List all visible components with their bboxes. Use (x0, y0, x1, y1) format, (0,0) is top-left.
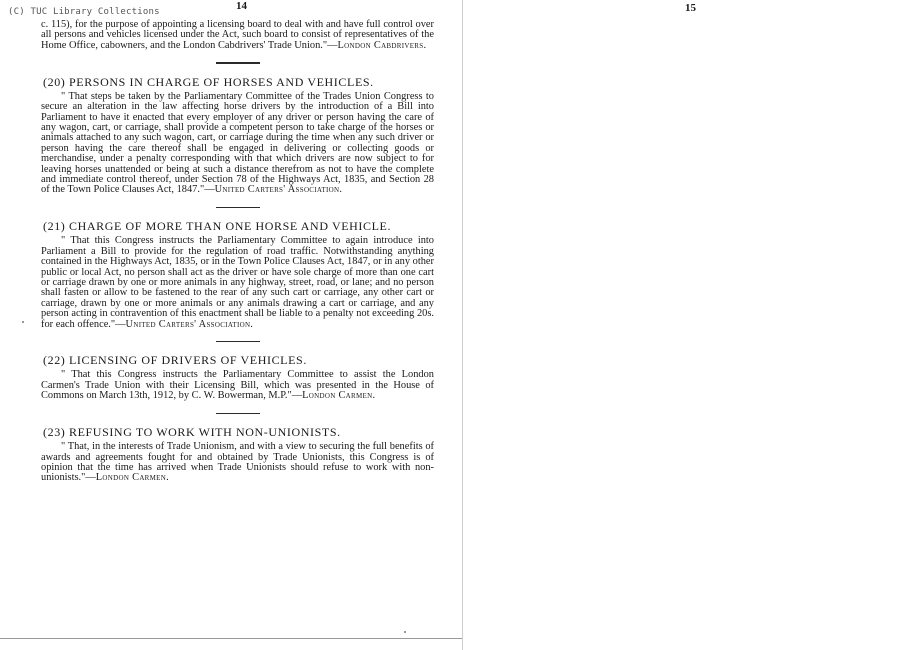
resolution-body: " That this Congress instructs the Parliamentary Committee to assist the London Carmen's Trade Union with their Licensing Bill, which was presented in the House of Commons on March 13th, 1912, by C. W. Bowerman, M.P."— (41, 369, 434, 402)
section-text (41, 442, 434, 484)
scan-speck (404, 631, 406, 633)
section-heading: (20) PERSONS IN CHARGE OF HORSES AND VEHICLES. (43, 74, 374, 89)
section-heading: (22) LICENSING OF DRIVERS OF VEHICLES. (43, 353, 307, 368)
resolution-source: United Carters' Association. (125, 318, 254, 330)
section-text (41, 92, 434, 196)
collection-watermark: (C) TUC Library Collections (8, 7, 160, 17)
resolution-21 (41, 219, 434, 330)
section-separator (216, 413, 260, 415)
resolution-23 (41, 425, 434, 484)
right-page (462, 0, 910, 650)
resolution-20 (41, 75, 434, 196)
page-bottom-edge (0, 638, 462, 639)
resolution-source: London Carmen. (302, 390, 376, 402)
section-separator (216, 341, 260, 343)
continuation-paragraph (41, 20, 434, 51)
section-separator (216, 62, 260, 64)
page-number-left: 14 (236, 0, 247, 12)
resolution-source: United Carters' Association. (214, 184, 343, 196)
continuation-source: London Cabdrivers. (337, 39, 427, 51)
scan-speck (22, 321, 24, 323)
section-heading: (23) REFUSING TO WORK WITH NON-UNIONISTS. (43, 425, 341, 440)
section-text (41, 236, 434, 330)
continuation-text: c. 115), for the purpose of appointing a licensing board to deal with and have full control over all persons and vehicles licensed under the Act, such board to consist of representatives of the Home Office, cabowners, and the London Cabdrivers' Trade Union."— (41, 19, 434, 51)
resolution-body: " That, in the interests of Trade Unionism, and with a view to securing the full benefits of awards and agreements fought for and obtained by Trade Unionists, this Congress is of opinion that the time has arrived when Trade Unionists should refuse to work with non-unionists."— (41, 441, 434, 484)
left-page-text (41, 20, 434, 484)
resolution-22 (41, 353, 434, 401)
page-number-right: 15 (685, 2, 696, 14)
resolution-body: " That steps be taken by the Parliamentary Committee of the Trades Union Congress to secure an alteration in the law affecting horse drivers by the introduction of a Bill into Parliament to have it enacted that every employer of any driver or person having the care of any wagon, cart, or carriage, shall provide a competent person to take charge of the horses or animals attached to any such wagon, cart, or carriage during the time when any such driver or person having the care thereof shall be engaged in delivering or collecting goods or merchandise, under a penalty corresponding with that which drivers are now subject to for leaving horses unattended or being at such a distance therefrom as not to have the complete and immediate control thereof, under Section 78 of the Highways Act, 1835, and Section 28 of the Town Police Clauses Act, 1847."— (41, 90, 434, 196)
resolution-body: " That this Congress instructs the Parliamentary Committee to again introduce into Parliament a Bill to provide for the regulation of road traffic. Notwithstanding anything contained in the Highways Act, 1835, or in the Town Police Clauses Act, 1847, or in any other public or local Act, no person shall act as the driver or have sole charge of more than one cart or carriage drawn by one or more animals in any highway, street, road, or lane; and no person shall fasten or allow to be fastened to the rear of any such cart or carriage, any other cart or carriage, drawn by one or more animals or any animals drawing a cart or carriage, and any person acting in contravention of this enactment shall be liable to a penalty not exceeding 20s. for each offence."— (41, 235, 434, 330)
section-text (41, 370, 434, 401)
section-heading: (21) CHARGE OF MORE THAN ONE HORSE AND VEHICLE. (43, 219, 392, 234)
resolution-source: London Carmen. (95, 472, 169, 484)
section-separator (216, 207, 260, 209)
